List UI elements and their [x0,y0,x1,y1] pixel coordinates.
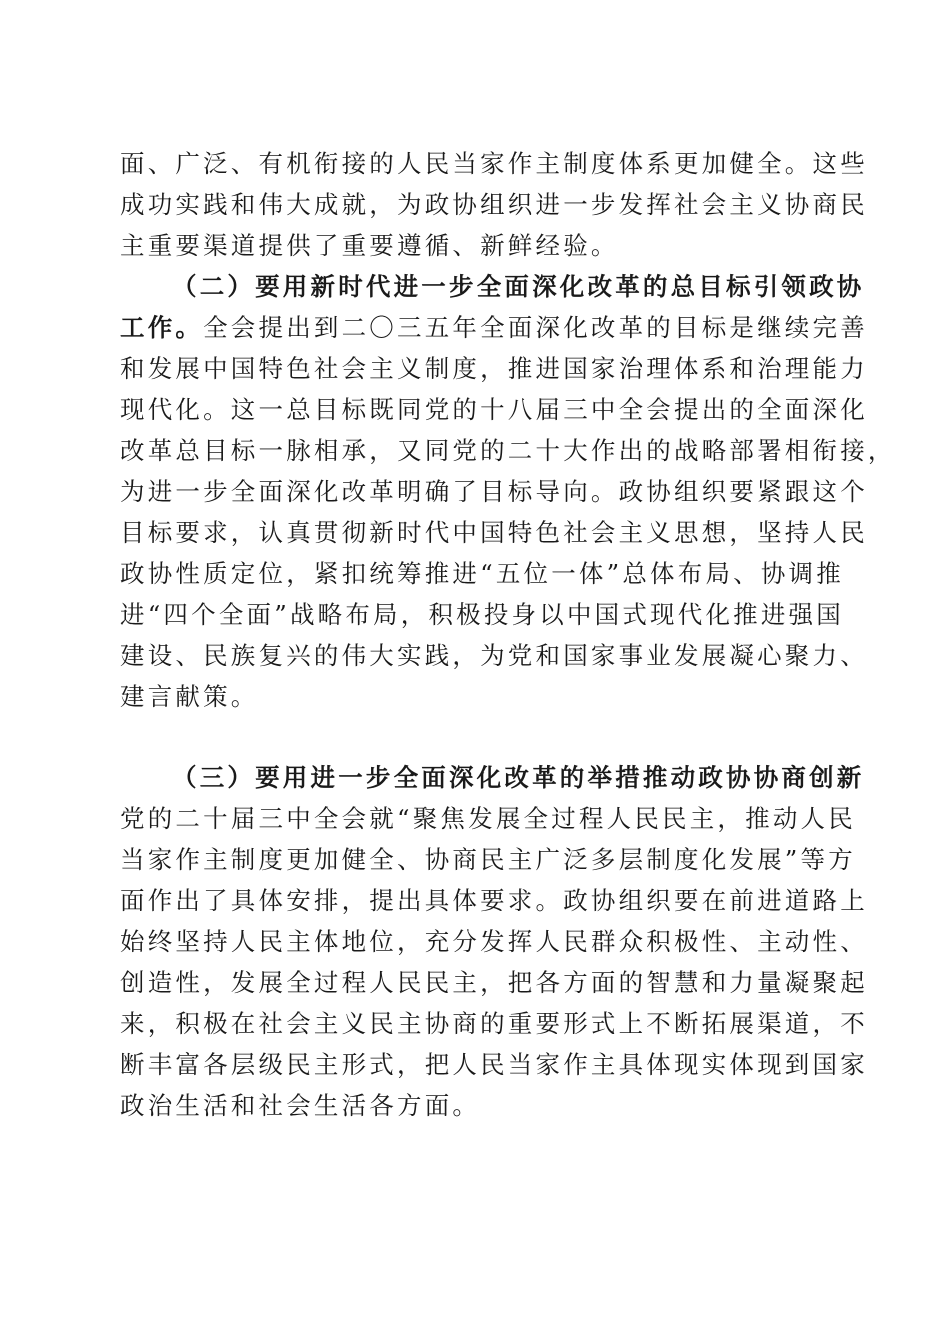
text-line: 建设、民族复兴的伟大实践，为党和国家事业发展凝心聚力、 [120,641,868,670]
text-line: 目标要求，认真贯彻新时代中国特色社会主义思想，坚持人民 [120,518,868,547]
text-line: 为进一步全面深化改革明确了目标导向。政协组织要紧跟这个 [120,477,868,506]
text-line: 始终坚持人民主体地位，充分发挥人民群众积极性、主动性、 [120,927,868,956]
text-line: 面作出了具体安排，提出具体要求。政协组织要在前进道路上 [120,886,868,915]
section-heading-2: （二）要用新时代进一步全面深化改革的总目标引领政协 [172,272,865,301]
text-line: 当家作主制度更加健全、协商民主广泛多层制度化发展”等方 [120,845,856,874]
text-line: 改革总目标一脉相承，又同党的二十大作出的战略部署相衔接， [120,436,896,465]
text-line [120,307,868,348]
paragraph-2 [120,266,896,717]
text-line: 和发展中国特色社会主义制度，推进国家治理体系和治理能力 [120,354,868,383]
text-line: 政协性质定位，紧扣统筹推进“五位一体”总体布局、协调推 [120,559,844,588]
text-line: 党的二十届三中全会就“聚焦发展全过程人民民主，推动人民 [120,804,856,833]
text-line: 政治生活和社会生活各方面。 [120,1091,481,1120]
text-line: 来，积极在社会主义民主协商的重要形式上不断拓展渠道，不 [120,1009,868,1038]
text-line: 建言献策。 [120,682,259,711]
text-line: 进“四个全面”战略布局，积极投身以中国式现代化推进强国 [120,600,844,629]
section-heading-3: （三）要用进一步全面深化改革的举措推动政协协商创新 [172,763,865,792]
text-line: 主重要渠道提供了重要遵循、新鲜经验。 [120,231,619,260]
paragraph-1 [120,143,868,266]
text-line: 成功实践和伟大成就，为政协组织进一步发挥社会主义协商民 [120,190,868,219]
text-line: 断丰富各层级民主形式，把人民当家作主具体现实体现到国家 [120,1050,868,1079]
text-line: 现代化。这一总目标既同党的十八届三中全会提出的全面深化 [120,395,868,424]
paragraph-3 [120,757,868,1126]
text-line: 面、广泛、有机衔接的人民当家作主制度体系更加健全。这些 [120,149,868,178]
text-line: 创造性，发展全过程人民民主，把各方面的智慧和力量凝聚起 [120,968,868,997]
section-heading-2-continuation: 工作。 [120,313,204,342]
text-line-content: 全会提出到二〇三五年全面深化改革的目标是继续完善 [203,313,868,342]
